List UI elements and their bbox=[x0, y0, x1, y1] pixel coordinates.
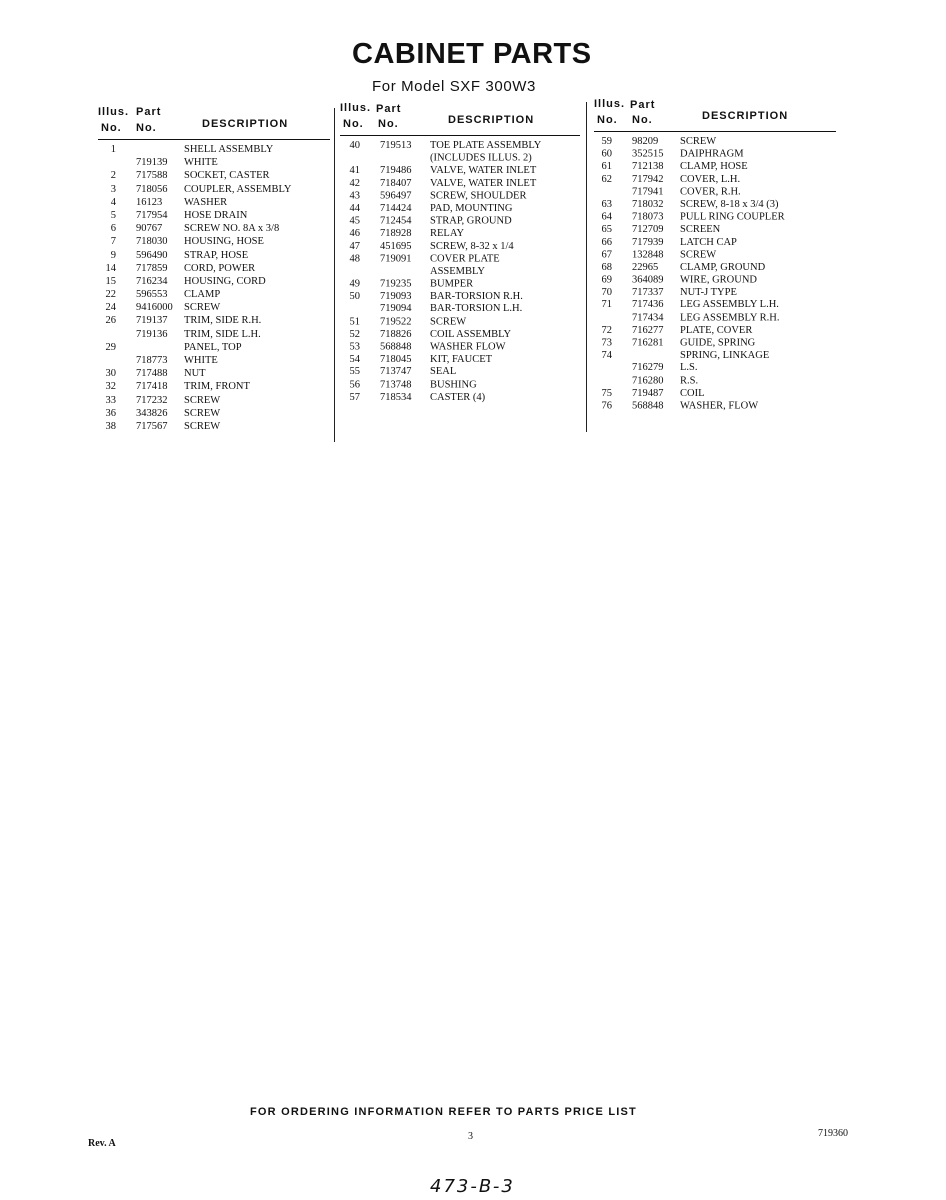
description-label: DESCRIPTION bbox=[202, 118, 289, 130]
part-description: COIL bbox=[680, 387, 705, 399]
illus-number: 9 bbox=[110, 249, 116, 261]
part-description: SPRING, LINKAGE bbox=[680, 349, 770, 361]
part-number: 22965 bbox=[632, 261, 659, 273]
part-description: TRIM, SIDE R.H. bbox=[184, 315, 262, 327]
table-row bbox=[340, 227, 580, 240]
part-description: COVER, L.H. bbox=[680, 173, 741, 185]
part-description: STRAP, GROUND bbox=[430, 215, 512, 227]
part-number: 719486 bbox=[380, 165, 412, 177]
illus-number: 63 bbox=[601, 198, 612, 210]
part-number: 9416000 bbox=[136, 302, 173, 314]
part-number: 719137 bbox=[136, 315, 168, 327]
illus-number: 14 bbox=[105, 262, 116, 274]
parts-rows bbox=[594, 135, 836, 425]
part-number: 718826 bbox=[380, 328, 412, 340]
table-row bbox=[594, 211, 836, 224]
table-row bbox=[340, 265, 580, 278]
part-number: 717942 bbox=[632, 173, 664, 185]
table-row bbox=[98, 407, 330, 420]
part-description: L.S. bbox=[680, 362, 698, 374]
part-number: 717941 bbox=[632, 186, 664, 198]
part-number: 712138 bbox=[632, 161, 664, 173]
part-number: 719522 bbox=[380, 316, 412, 328]
part-description: WASHER, FLOW bbox=[680, 400, 759, 412]
part-label: Part bbox=[136, 106, 162, 118]
illus-number: 47 bbox=[349, 240, 360, 252]
part-description: COVER, R.H. bbox=[680, 186, 741, 198]
part-number: 716281 bbox=[632, 337, 664, 349]
table-row bbox=[340, 303, 580, 316]
illus-number: 59 bbox=[601, 136, 612, 147]
table-row bbox=[594, 236, 836, 249]
illus-number: 68 bbox=[601, 261, 612, 273]
part-number: 718407 bbox=[380, 177, 412, 189]
table-row bbox=[98, 301, 330, 314]
illus-number: 62 bbox=[601, 173, 612, 185]
model-subtitle: For Model SXF 300W3 bbox=[372, 78, 536, 95]
part-description: VALVE, WATER INLET bbox=[430, 165, 537, 177]
revision-label: Rev. A bbox=[88, 1138, 116, 1149]
table-row bbox=[594, 399, 836, 412]
part-description: CASTER (4) bbox=[430, 391, 486, 403]
part-description: SCREW bbox=[184, 394, 221, 406]
part-description: SCREW bbox=[680, 136, 717, 147]
illus-number: 5 bbox=[110, 209, 116, 221]
illus-number: 56 bbox=[349, 379, 360, 391]
table-row bbox=[594, 185, 836, 198]
illus-no-label: No. bbox=[343, 118, 364, 130]
table-row bbox=[340, 277, 580, 290]
part-number: 98209 bbox=[632, 136, 659, 147]
part-number: 718073 bbox=[632, 211, 664, 223]
part-description: BAR-TORSION L.H. bbox=[430, 303, 523, 315]
part-description: NUT-J TYPE bbox=[680, 287, 737, 299]
table-row bbox=[340, 139, 580, 152]
table-row bbox=[340, 240, 580, 253]
table-row bbox=[98, 209, 330, 222]
part-description: KIT, FAUCET bbox=[430, 353, 493, 365]
illus-number: 52 bbox=[349, 328, 360, 340]
part-description: HOUSING, HOSE bbox=[184, 236, 264, 248]
table-row bbox=[98, 288, 330, 301]
illus-number: 72 bbox=[601, 324, 612, 336]
part-description: LEG ASSEMBLY R.H. bbox=[680, 312, 780, 324]
parts-rows bbox=[340, 139, 580, 416]
table-row bbox=[98, 169, 330, 182]
illus-number: 75 bbox=[601, 387, 612, 399]
part-number: 713748 bbox=[380, 379, 412, 391]
part-description: PANEL, TOP bbox=[184, 341, 242, 353]
table-row bbox=[340, 164, 580, 177]
illus-number: 4 bbox=[110, 196, 116, 208]
part-number: 719513 bbox=[380, 140, 412, 151]
illus-number: 71 bbox=[601, 299, 612, 311]
illus-number: 69 bbox=[601, 274, 612, 286]
table-row bbox=[340, 177, 580, 190]
description-label: DESCRIPTION bbox=[448, 114, 535, 126]
part-number: 716280 bbox=[632, 375, 664, 387]
part-description: SCREW, SHOULDER bbox=[430, 190, 527, 202]
table-row bbox=[594, 248, 836, 261]
part-number: 719091 bbox=[380, 253, 412, 265]
part-description: RELAY bbox=[430, 228, 465, 240]
part-description: WASHER FLOW bbox=[430, 341, 506, 353]
part-description: SCREEN bbox=[680, 224, 721, 236]
illus-number: 70 bbox=[601, 287, 612, 299]
part-number: 719094 bbox=[380, 303, 412, 315]
illus-no-label: No. bbox=[597, 114, 618, 126]
part-number: 364089 bbox=[632, 274, 664, 286]
table-row bbox=[594, 261, 836, 274]
part-description: CORD, POWER bbox=[184, 262, 256, 274]
illus-number: 67 bbox=[601, 249, 612, 261]
part-description: SCREW, 8-32 x 1/4 bbox=[430, 240, 514, 252]
table-row bbox=[340, 215, 580, 228]
part-number: 712454 bbox=[380, 215, 412, 227]
part-number: 716234 bbox=[136, 275, 168, 287]
part-description: BAR-TORSION R.H. bbox=[430, 291, 523, 303]
column-header bbox=[594, 96, 836, 132]
table-row bbox=[98, 367, 330, 380]
table-row bbox=[594, 311, 836, 324]
table-row bbox=[340, 315, 580, 328]
part-description: HOSE DRAIN bbox=[184, 209, 248, 221]
illus-number: 74 bbox=[601, 349, 612, 361]
part-description: DAIPHRAGM bbox=[680, 148, 744, 160]
parts-table-3 bbox=[594, 96, 836, 425]
illus-number: 49 bbox=[349, 278, 360, 290]
illus-number: 46 bbox=[349, 228, 360, 240]
table-row bbox=[98, 380, 330, 393]
illus-number: 73 bbox=[601, 337, 612, 349]
part-number: 717436 bbox=[632, 299, 664, 311]
part-number: 132848 bbox=[632, 249, 664, 261]
illus-number: 43 bbox=[349, 190, 360, 202]
part-description: (INCLUDES ILLUS. 2) bbox=[430, 152, 532, 164]
part-number: 717588 bbox=[136, 170, 168, 182]
illus-number: 41 bbox=[349, 165, 360, 177]
part-no-label: No. bbox=[632, 114, 653, 126]
part-number: 719093 bbox=[380, 291, 412, 303]
ordering-note: FOR ORDERING INFORMATION REFER TO PARTS PRICE LIST bbox=[250, 1106, 637, 1118]
part-number: 16123 bbox=[136, 196, 163, 208]
parts-rows bbox=[98, 143, 330, 433]
illus-label: Illus. bbox=[594, 98, 626, 110]
illus-number: 22 bbox=[105, 289, 116, 301]
column-header bbox=[98, 104, 330, 140]
table-row bbox=[98, 249, 330, 262]
part-description: VALVE, WATER INLET bbox=[430, 177, 537, 189]
table-row bbox=[98, 341, 330, 354]
table-row bbox=[594, 223, 836, 236]
part-description: SOCKET, CASTER bbox=[184, 170, 270, 182]
part-number: 596490 bbox=[136, 249, 168, 261]
illus-no-label: No. bbox=[101, 122, 122, 134]
table-row bbox=[594, 273, 836, 286]
table-row bbox=[98, 328, 330, 341]
header-rule bbox=[340, 135, 580, 136]
table-row bbox=[340, 189, 580, 202]
part-number: 343826 bbox=[136, 407, 168, 419]
part-description: HOUSING, CORD bbox=[184, 275, 266, 287]
table-row bbox=[340, 328, 580, 341]
illus-number: 6 bbox=[110, 223, 116, 235]
table-row bbox=[594, 160, 836, 173]
table-row bbox=[594, 135, 836, 148]
table-row bbox=[340, 378, 580, 391]
illus-number: 29 bbox=[105, 341, 116, 353]
illus-number: 51 bbox=[349, 316, 360, 328]
part-description: WIRE, GROUND bbox=[680, 274, 757, 286]
part-description: NUT bbox=[184, 368, 206, 380]
part-number: 717434 bbox=[632, 312, 664, 324]
part-description: WHITE bbox=[184, 157, 218, 169]
part-description: SCREW bbox=[184, 302, 221, 314]
part-no-label: No. bbox=[136, 122, 157, 134]
part-label: Part bbox=[376, 103, 402, 115]
part-description: CLAMP, HOSE bbox=[680, 161, 748, 173]
part-description: TOE PLATE ASSEMBLY bbox=[430, 140, 542, 151]
part-number: 718928 bbox=[380, 228, 412, 240]
illus-number: 3 bbox=[110, 183, 116, 195]
table-row bbox=[594, 299, 836, 312]
part-description: SCREW NO. 8A x 3/8 bbox=[184, 223, 280, 235]
part-number: 717859 bbox=[136, 262, 168, 274]
illus-number: 44 bbox=[349, 202, 360, 214]
part-number: 718534 bbox=[380, 391, 412, 403]
part-number: 719235 bbox=[380, 278, 412, 290]
part-number: 718030 bbox=[136, 236, 168, 248]
part-label: Part bbox=[630, 99, 656, 111]
table-row bbox=[594, 198, 836, 211]
part-number: 719487 bbox=[632, 387, 664, 399]
table-row bbox=[594, 336, 836, 349]
table-row bbox=[340, 353, 580, 366]
illus-number: 26 bbox=[105, 315, 116, 327]
illus-number: 1 bbox=[110, 144, 116, 155]
part-number: 718045 bbox=[380, 353, 412, 365]
table-row bbox=[340, 152, 580, 165]
part-number: 718773 bbox=[136, 355, 168, 366]
part-description: GUIDE, SPRING bbox=[680, 337, 756, 349]
illus-number: 24 bbox=[105, 302, 116, 314]
part-description: LEG ASSEMBLY L.H. bbox=[680, 299, 779, 311]
part-number: 717939 bbox=[632, 236, 664, 248]
table-row bbox=[340, 290, 580, 303]
part-description: SCREW bbox=[430, 316, 467, 328]
table-row bbox=[594, 173, 836, 186]
part-description: STRAP, HOSE bbox=[184, 249, 249, 261]
illus-number: 33 bbox=[105, 394, 116, 406]
part-description: ASSEMBLY bbox=[430, 265, 485, 277]
part-number: 717418 bbox=[136, 381, 168, 393]
part-description: SEAL bbox=[430, 366, 457, 378]
table-row bbox=[98, 235, 330, 248]
part-description: TRIM, SIDE L.H. bbox=[184, 328, 261, 340]
part-number: 719139 bbox=[136, 157, 168, 169]
part-number: 451695 bbox=[380, 240, 412, 252]
part-description: COVER PLATE bbox=[430, 253, 500, 265]
part-description: CLAMP bbox=[184, 289, 221, 301]
part-description: PAD, MOUNTING bbox=[430, 202, 513, 214]
part-number: 717954 bbox=[136, 209, 168, 221]
header-rule bbox=[98, 139, 330, 140]
part-number: 717488 bbox=[136, 368, 168, 380]
illus-number: 61 bbox=[601, 161, 612, 173]
part-number: 716277 bbox=[632, 324, 664, 336]
table-row bbox=[594, 148, 836, 161]
part-number: 713747 bbox=[380, 366, 412, 378]
part-description: SCREW bbox=[184, 420, 221, 432]
table-row bbox=[98, 222, 330, 235]
table-row bbox=[340, 252, 580, 265]
part-number: 718032 bbox=[632, 198, 664, 210]
part-no-label: No. bbox=[378, 118, 399, 130]
illus-number: 53 bbox=[349, 341, 360, 353]
part-number: 717232 bbox=[136, 394, 168, 406]
illus-number: 15 bbox=[105, 275, 116, 287]
page-title: CABINET PARTS bbox=[352, 38, 592, 70]
part-number: 568848 bbox=[380, 341, 412, 353]
header-rule bbox=[594, 131, 836, 132]
part-number: 716279 bbox=[632, 362, 664, 374]
part-description: CLAMP, GROUND bbox=[680, 261, 766, 273]
illus-number: 54 bbox=[349, 353, 360, 365]
illus-number: 60 bbox=[601, 148, 612, 160]
part-number: 596497 bbox=[380, 190, 412, 202]
part-description: SCREW, 8-18 x 3/4 (3) bbox=[680, 198, 779, 210]
illus-number: 50 bbox=[349, 291, 360, 303]
parts-table-1 bbox=[98, 104, 330, 433]
part-description: LATCH CAP bbox=[680, 236, 737, 248]
part-number: 90767 bbox=[136, 223, 163, 235]
part-description: WASHER bbox=[184, 196, 228, 208]
table-row bbox=[98, 196, 330, 209]
table-row bbox=[594, 387, 836, 400]
part-number: 712709 bbox=[632, 224, 664, 236]
part-number: 718056 bbox=[136, 183, 168, 195]
table-row bbox=[98, 354, 330, 367]
illus-number: 30 bbox=[105, 368, 116, 380]
table-row bbox=[98, 262, 330, 275]
column-header bbox=[340, 100, 580, 136]
table-row bbox=[594, 324, 836, 337]
table-row bbox=[340, 202, 580, 215]
table-row bbox=[594, 362, 836, 375]
part-number: 714424 bbox=[380, 202, 412, 214]
table-row bbox=[98, 394, 330, 407]
part-number: 717567 bbox=[136, 420, 168, 432]
table-row bbox=[98, 275, 330, 288]
part-description: R.S. bbox=[680, 375, 699, 387]
document-number: 719360 bbox=[818, 1128, 848, 1139]
page-number: 3 bbox=[468, 1131, 473, 1142]
illus-label: Illus. bbox=[340, 102, 372, 114]
illus-number: 36 bbox=[105, 407, 116, 419]
table-row bbox=[594, 374, 836, 387]
part-number: 568848 bbox=[632, 400, 664, 412]
illus-number: 64 bbox=[601, 211, 612, 223]
part-number: 717337 bbox=[632, 287, 664, 299]
part-description: BUMPER bbox=[430, 278, 474, 290]
table-row bbox=[594, 286, 836, 299]
description-label: DESCRIPTION bbox=[702, 110, 789, 122]
table-row bbox=[594, 349, 836, 362]
illus-number: 66 bbox=[601, 236, 612, 248]
illus-number: 42 bbox=[349, 177, 360, 189]
illus-number: 2 bbox=[110, 170, 116, 182]
illus-number: 48 bbox=[349, 253, 360, 265]
part-description: SCREW bbox=[184, 407, 221, 419]
table-row bbox=[340, 366, 580, 379]
illus-label: Illus. bbox=[98, 106, 130, 118]
table-row bbox=[340, 340, 580, 353]
illus-number: 45 bbox=[349, 215, 360, 227]
part-number: 719136 bbox=[136, 328, 168, 340]
table-row bbox=[98, 183, 330, 196]
part-description: SCREW bbox=[680, 249, 717, 261]
part-number: 352515 bbox=[632, 148, 664, 160]
handwritten-code: 473-B-3 bbox=[430, 1176, 515, 1197]
table-row bbox=[98, 156, 330, 169]
illus-number: 38 bbox=[105, 420, 116, 432]
table-row bbox=[98, 143, 330, 156]
illus-number: 55 bbox=[349, 366, 360, 378]
parts-table-2 bbox=[340, 100, 580, 416]
illus-number: 40 bbox=[349, 140, 360, 151]
part-description: WHITE bbox=[184, 355, 218, 366]
part-description: SHELL ASSEMBLY bbox=[184, 144, 274, 155]
part-description: COIL ASSEMBLY bbox=[430, 328, 512, 340]
table-row bbox=[98, 314, 330, 327]
table-row bbox=[98, 420, 330, 433]
illus-number: 32 bbox=[105, 381, 116, 393]
part-description: PULL RING COUPLER bbox=[680, 211, 785, 223]
table-row bbox=[340, 391, 580, 404]
part-number: 596553 bbox=[136, 289, 168, 301]
illus-number: 76 bbox=[601, 400, 612, 412]
part-description: BUSHING bbox=[430, 379, 477, 391]
part-description: COUPLER, ASSEMBLY bbox=[184, 183, 292, 195]
part-description: PLATE, COVER bbox=[680, 324, 753, 336]
part-description: TRIM, FRONT bbox=[184, 381, 250, 393]
illus-number: 7 bbox=[110, 236, 116, 248]
illus-number: 57 bbox=[349, 391, 360, 403]
illus-number: 65 bbox=[601, 224, 612, 236]
